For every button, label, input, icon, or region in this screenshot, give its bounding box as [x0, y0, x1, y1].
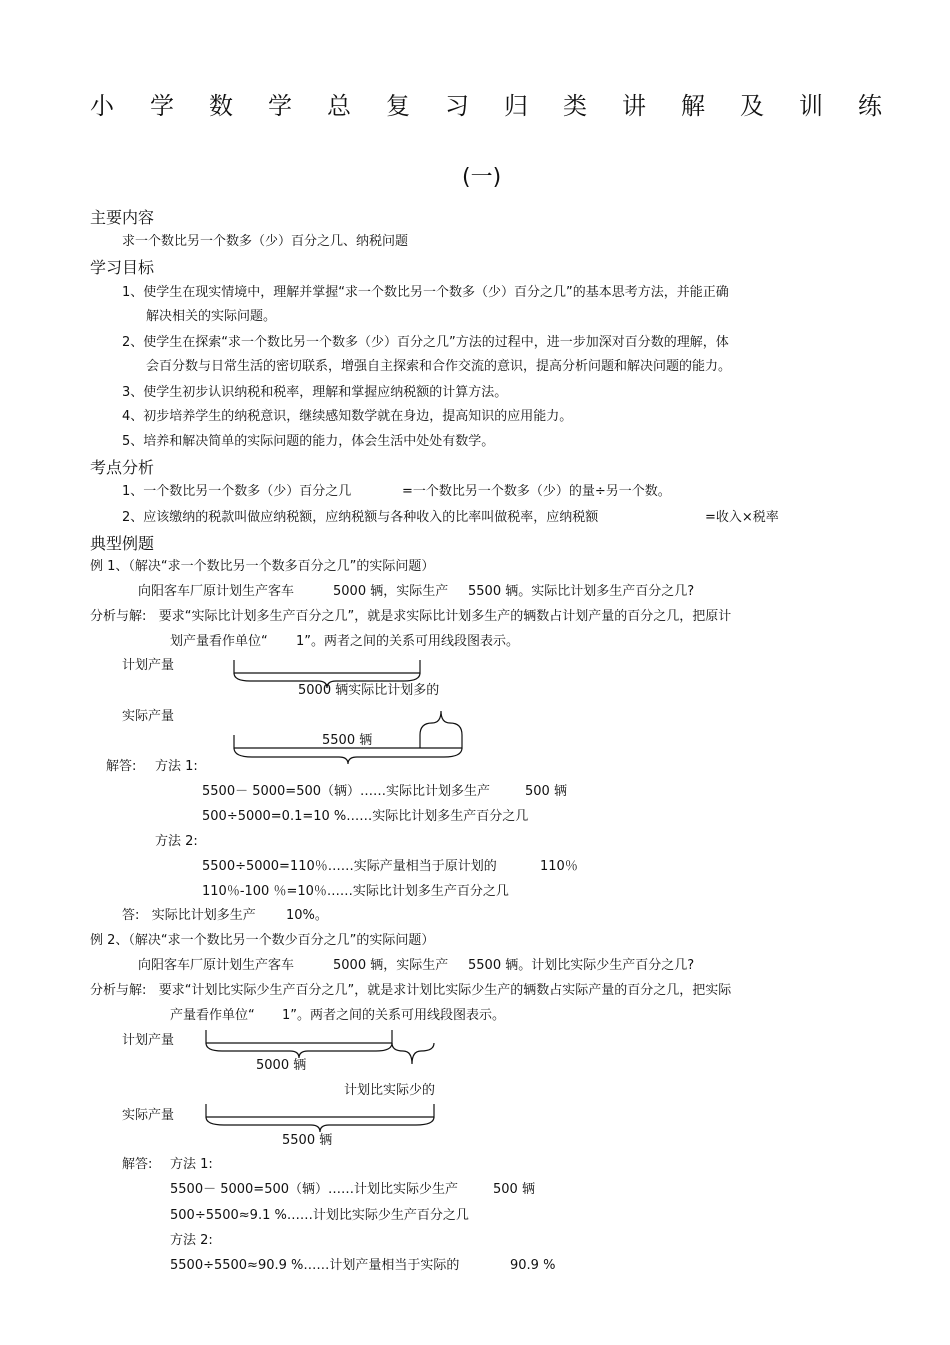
example-2-step: 5500÷5500≈90.9 %……计划产量相当于实际的 [170, 1258, 460, 1273]
title-char: 训 [799, 92, 823, 120]
example-1-step: 110％-100 ％=10％……实际比计划多生产百分之几 [202, 884, 509, 899]
example-1-method-2: 方法 2: [155, 834, 198, 849]
title-char: 小 [90, 92, 114, 120]
title-char: 习 [445, 92, 469, 120]
title-char: 学 [268, 92, 292, 120]
example-1-analysis: 1”。两者之间的关系可用线段图表示。 [296, 634, 520, 649]
title-char: 类 [563, 92, 587, 120]
diagram-1-plan-value: 5000 辆实际比计划多的 [298, 683, 440, 698]
title-char: 及 [740, 92, 764, 120]
section-heading-goals: 学习目标 [90, 258, 155, 277]
example-2-answer-label: 解答: [122, 1157, 153, 1172]
diagram-2-plan-segment [206, 1030, 392, 1043]
title-char: 数 [209, 92, 233, 120]
goal-item: 解决相关的实际问题。 [146, 309, 277, 324]
goal-item: 4、初步培养学生的纳税意识，继续感知数学就在身边，提高知识的应用能力。 [122, 409, 573, 424]
diagram-1-extra-brace [420, 711, 462, 735]
diagram-1-plan-label: 计划产量 [122, 658, 175, 673]
title-char: 讲 [622, 92, 646, 120]
goal-item: 2、使学生在探索“求一个数比另一个数多（少）百分之几”方法的过程中，进一步加深对百分数的理解，体 [122, 335, 729, 350]
diagram-1-actual-value: 5500 辆 [322, 733, 373, 748]
example-2-step: 500 辆 [493, 1182, 535, 1197]
example-1-problem: 5000 辆，实际生产 [333, 584, 449, 599]
example-2-analysis: 1”。两者之间的关系可用线段图表示。 [282, 1008, 506, 1023]
example-1-step: 110％ [540, 859, 578, 874]
example-2-analysis: 产量看作单位“ [170, 1008, 255, 1023]
example-2-problem: 5000 辆，实际生产 [333, 958, 449, 973]
diagram-1-plan-segment [234, 660, 420, 673]
example-2-problem: 5500 辆。计划比实际少生产百分之几? [468, 958, 695, 973]
example-1-problem: 5500 辆。实际比计划多生产百分之几? [468, 584, 695, 599]
example-2-problem: 向阳客车厂原计划生产客车 [138, 958, 295, 973]
section-heading-examples: 典型例题 [90, 534, 155, 553]
example-1-step: 5500÷5000=110％……实际产量相当于原计划的 [202, 859, 497, 874]
main-content-text: 求一个数比另一个数多（少）百分之几、纳税问题 [122, 234, 409, 249]
diagram-1-actual-brace [234, 748, 462, 764]
section-heading-analysis: 考点分析 [90, 458, 155, 477]
example-1-final-answer: 答: 实际比计划多生产 [122, 908, 256, 923]
diagram-2-diff-brace [392, 1043, 434, 1064]
example-1-problem: 向阳客车厂原计划生产客车 [138, 584, 295, 599]
example-2-step: 5500－ 5000=500（辆）……计划比实际少生产 [170, 1182, 459, 1197]
diagram-2-actual-brace [206, 1117, 434, 1132]
diagram-1-actual-label: 实际产量 [122, 709, 175, 724]
analysis-item-2: 2、应该缴纳的税款叫做应纳税额，应纳税额与各种收入的比率叫做税率，应纳税额 [122, 510, 599, 525]
example-1-step: 5500－ 5000=500（辆）……实际比计划多生产 [202, 784, 491, 799]
goal-item: 5、培养和解决简单的实际问题的能力，体会生活中处处有数学。 [122, 434, 495, 449]
diagram-2-diff-label: 计划比实际少的 [344, 1083, 436, 1098]
diagram-1-actual-segment [234, 735, 462, 748]
example-2-method-1: 方法 1: [170, 1157, 213, 1172]
title-char: 学 [150, 92, 174, 120]
diagram-2-actual-segment [206, 1104, 434, 1117]
diagram-2-plan-brace [206, 1043, 392, 1058]
example-1-step: 500 辆 [525, 784, 567, 799]
example-1-final-answer: 10%。 [286, 908, 328, 923]
example-2-label: 例 2、（解决“求一个数比另一个数少百分之几”的实际问题） [90, 933, 435, 948]
example-2-analysis: 分析与解: 要求“计划比实际少生产百分之几”，就是求计划比实际少生产的辆数占实际产量的百分之几，把实际 [90, 983, 732, 998]
title-char: 归 [504, 92, 528, 120]
analysis-item-2-formula: =收入×税率 [705, 510, 779, 525]
example-1-analysis: 分析与解: 要求“实际比计划多生产百分之几”，就是求实际比计划多生产的辆数占计划产量的百分之几，把原计 [90, 609, 732, 624]
example-1-analysis: 划产量看作单位“ [170, 634, 268, 649]
example-2-step: 90.9 % [510, 1258, 556, 1273]
analysis-item-1: 1、一个数比另一个数多（少）百分之几 [122, 484, 352, 499]
page-subtitle: (一) [462, 165, 502, 190]
goal-item: 会百分数与日常生活的密切联系，增强自主探索和合作交流的意识，提高分析问题和解决问题的能力。 [146, 359, 732, 374]
title-char: 复 [386, 92, 410, 120]
example-1-answer-label: 解答: [106, 759, 137, 774]
title-char: 练 [858, 92, 882, 120]
title-char: 总 [327, 92, 351, 120]
goal-item: 3、使学生初步认识纳税和税率，理解和掌握应纳税额的计算方法。 [122, 385, 508, 400]
diagram-2-actual-label: 实际产量 [122, 1108, 175, 1123]
title-char: 解 [681, 92, 705, 120]
diagram-2-plan-value: 5000 辆 [256, 1058, 307, 1073]
analysis-item-1-formula: =一个数比另一个数多（少）的量÷另一个数。 [402, 484, 671, 499]
example-2-step: 500÷5500≈9.1 %……计划比实际少生产百分之几 [170, 1208, 469, 1223]
diagram-2-plan-label: 计划产量 [122, 1033, 175, 1048]
example-1-label: 例 1、（解决“求一个数比另一个数多百分之几”的实际问题） [90, 559, 435, 574]
diagram-1-plan-brace [234, 673, 420, 688]
example-1-step: 500÷5000=0.1=10 %……实际比计划多生产百分之几 [202, 809, 529, 824]
diagram-2-actual-value: 5500 辆 [282, 1133, 333, 1148]
goal-item: 1、使学生在现实情境中，理解并掌握“求一个数比另一个数多（少）百分之几”的基本思考方法，并能正确 [122, 285, 729, 300]
section-heading-main-content: 主要内容 [90, 208, 155, 227]
example-1-method-1: 方法 1: [155, 759, 198, 774]
example-2-method-2: 方法 2: [170, 1233, 213, 1248]
